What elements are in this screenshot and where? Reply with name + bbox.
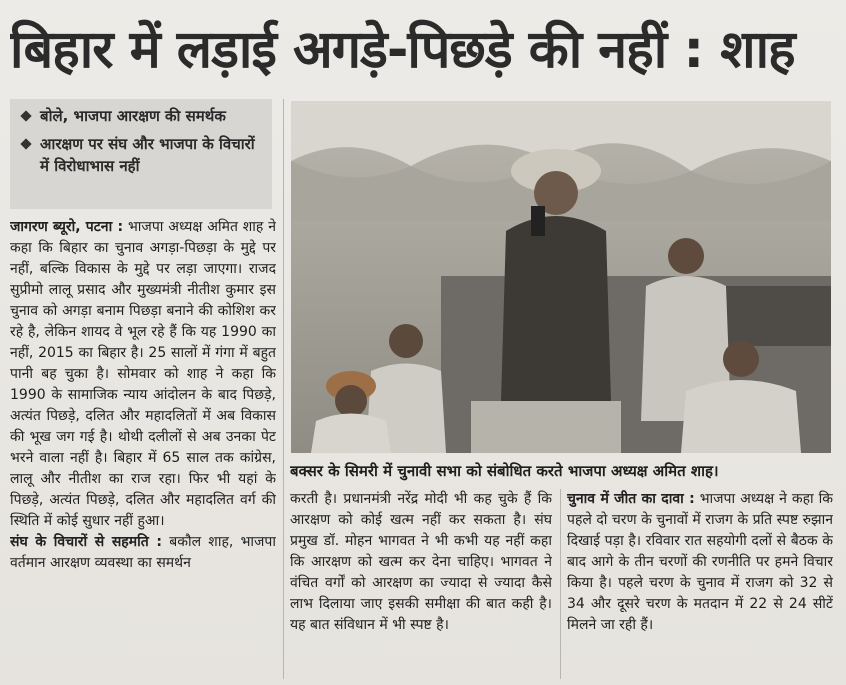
byline: जागरण ब्यूरो, पटना : <box>10 219 124 235</box>
subheads-box <box>10 99 272 209</box>
news-photo <box>291 101 831 453</box>
subhead-item <box>18 133 264 177</box>
diamond-bullet-icon <box>20 138 31 149</box>
paragraph <box>567 489 833 636</box>
diamond-bullet-icon <box>20 110 31 121</box>
subhead-text: आरक्षण पर संघ और भाजपा के विचारों में विरोधाभास नहीं <box>40 135 255 175</box>
article-column-2 <box>290 489 552 679</box>
body-text: बकौल शाह, भाजपा वर्तमान आरक्षण व्यवस्था का समर्थन <box>10 534 276 571</box>
section-kicker: चुनाव में जीत का दावा : <box>567 491 695 507</box>
subhead-item <box>18 105 264 127</box>
column-divider <box>283 99 284 679</box>
column-divider <box>560 489 561 679</box>
body-text: भाजपा अध्यक्ष ने कहा कि पहले दो चरण के चुनावों में राजग के प्रति स्पष्ट रुझान दिखाई पड़ा है। रविवार रात सहयोगी दलों से बैठक के बाद आगे के तीन चरणों की रणनीति पर हमने विचार किया है। पहले चरण के चुनाव में राजग को 32 से 34 और दूसरे चरण के मतदान में 22 से 24 सीटें मिलने जा रही हैं। <box>567 491 833 633</box>
paragraph <box>10 217 276 532</box>
subhead-text: बोले, भाजपा आरक्षण की समर्थक <box>40 107 226 125</box>
paragraph: करती है। प्रधानमंत्री नरेंद्र मोदी भी कह चुके हैं कि आरक्षण को कोई खत्म नहीं कर सकता है। संघ प्रमुख डॉ. मोहन भागवत ने भी कभी यह नहीं कहा कि आरक्षण को खत्म कर देना चाहिए। भागवत ने वंचित वर्गों को आरक्षण का ज्यादा से ज्यादा कैसे लाभ दिलाया जाए इसकी समीक्षा की बात कही है। यह बात संविधान में भी स्पष्ट है। <box>290 491 552 633</box>
paragraph <box>10 532 276 574</box>
photo-caption: बक्सर के सिमरी में चुनावी सभा को संबोधित करते भाजपा अध्यक्ष अमित शाह। <box>290 462 719 480</box>
article-column-1 <box>10 217 276 677</box>
section-kicker: संघ के विचारों से सहमति : <box>10 534 162 550</box>
body-text: भाजपा अध्यक्ष अमित शाह ने कहा कि बिहार का चुनाव अगड़ा-पिछड़ा के मुद्दे पर नहीं, बल्कि विकास के मुद्दे पर लड़ा जाएगा। राजद सुप्रीमो लालू प्रसाद और मुख्यमंत्री नीतीश कुमार इस चुनाव को अगड़ा बनाम पिछड़ा बनाने की कोशिश कर रहे है, लेकिन शायद वे भूल रहे हैं कि यह 1990 का नहीं, 2015 का बिहार है। 25 सालों में गंगा में बहुत पानी बह चुका है। सोमवार को शाह ने कहा कि 1990 के सामाजिक न्याय आंदोलन के बाद पिछड़े, अत्यंत पिछड़े, दलित और महादलितों में अब विकास की भूख जग गई है। थोथी दलीलों से अब उनका पेट भरने वाला नहीं है। बिहार में 65 साल तक कांग्रेस, लालू और नीतीश का राज रहा। फिर भी यहां के पिछड़े, अत्यंत पिछड़े, दलित और महादलित वर्ग की स्थिति में कोई सुधार नहीं हुआ। <box>10 219 276 529</box>
headline: बिहार में लड़ाई अगड़े-पिछड़े की नहीं : शाह <box>10 20 795 80</box>
article-column-3 <box>567 489 833 679</box>
rally-photo-image <box>291 101 831 453</box>
